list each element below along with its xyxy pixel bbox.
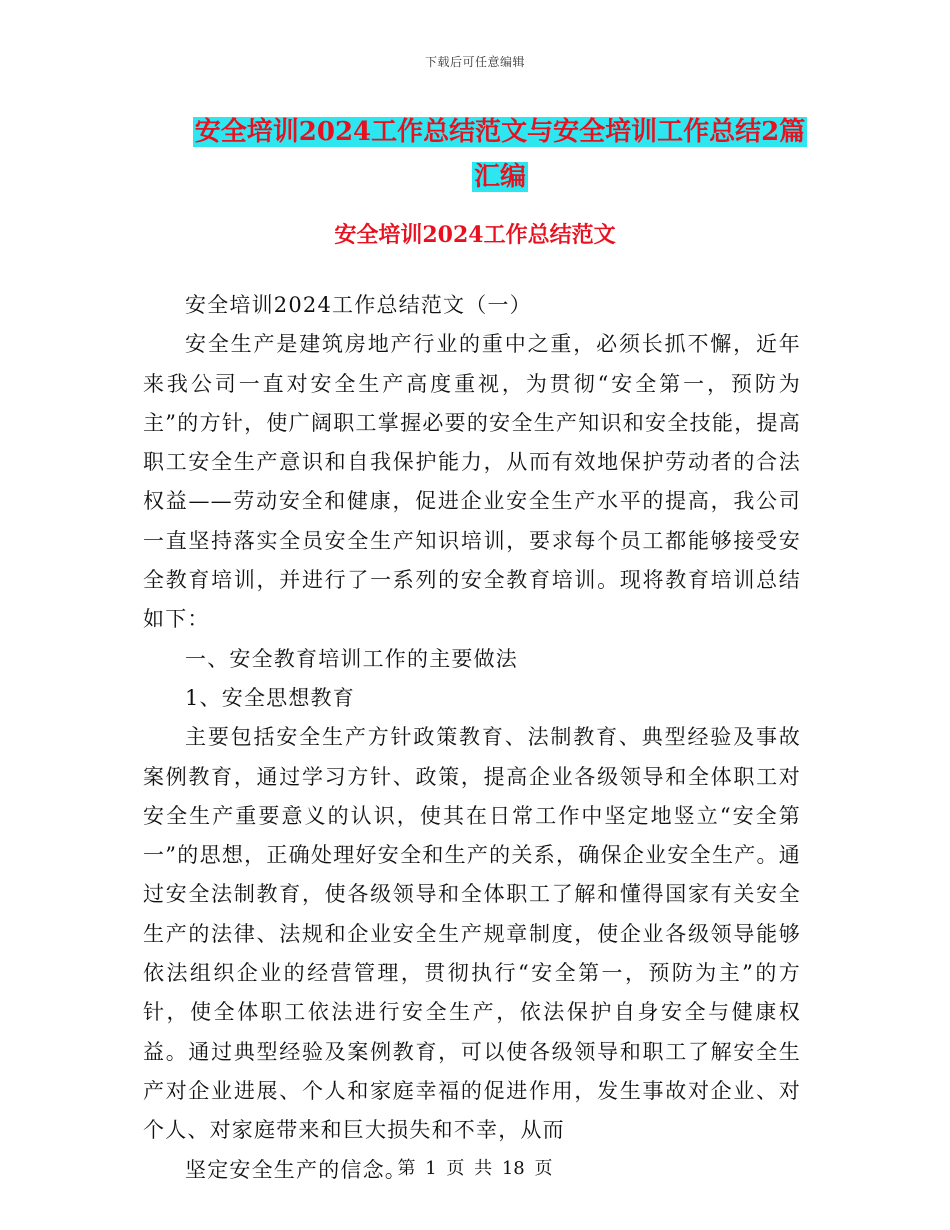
document-title-line-2: 汇编 [473,162,526,192]
section-title: 安全培训2024工作总结范文 [334,222,616,248]
document-title-line-1: 安全培训2024工作总结范文与安全培训工作总结2篇 [194,117,806,147]
paragraph-safety-education: 主要包括安全生产方针政策教育、法制教育、典型经验及事故案例教育，通过学习方针、政策，提高企业各级领导和全体职工对安全生产重要意义的认识，使其在日常工作中坚定地竖立“安全第一”的思想，正确处理好安全和生产的关系，确保企业安全生产。通过安全法制教育，使各级领导和全体职工了解和懂得国家有关安全生产的法律、法规和企业安全生产规章制度，使企业各级领导能够依法组织企业的经营管理，贯彻执行“安全第一，预防为主”的方针，使全体职工依法进行安全生产，依法保护自身安全与健康权益。通过典型经验及案例教育，可以使各级领导和职工了解安全生产对企业进展、个人和家庭幸福的促进作用，发生事故对企业、对个人、对家庭带来和巨大损失和不幸，从而 [143,725,801,1143]
paragraph-conclusion: 坚定安全生产的信念。 [185,1157,407,1182]
document-title [120,110,880,200]
paragraph-heading-1-1: 1、安全思想教育 [185,685,355,710]
document-body [143,286,801,1190]
header-note: 下载后可任意编辑 [424,55,525,69]
page-footer: 第 1 页 共 18 页 [397,1158,553,1179]
paragraph-intro: 安全生产是建筑房地产行业的重中之重，必须长抓不懈，近年来我公司一直对安全生产高度重视，为贯彻“安全第一，预防为主”的方针，使广阔职工掌握必要的安全生产知识和安全技能，提高职工安全生产意识和自我保护能力，从而有效地保护劳动者的合法权益——劳动安全和健康，促进企业安全生产水平的提高，我公司一直坚持落实全员安全生产知识培训，要求每个员工都能够接受安全教育培训，并进行了一系列的安全教育培训。现将教育培训总结如下： [143,332,801,632]
paragraph-subtitle: 安全培训2024工作总结范文（一） [185,293,532,317]
paragraph-heading-1: 一、安全教育培训工作的主要做法 [185,646,518,671]
